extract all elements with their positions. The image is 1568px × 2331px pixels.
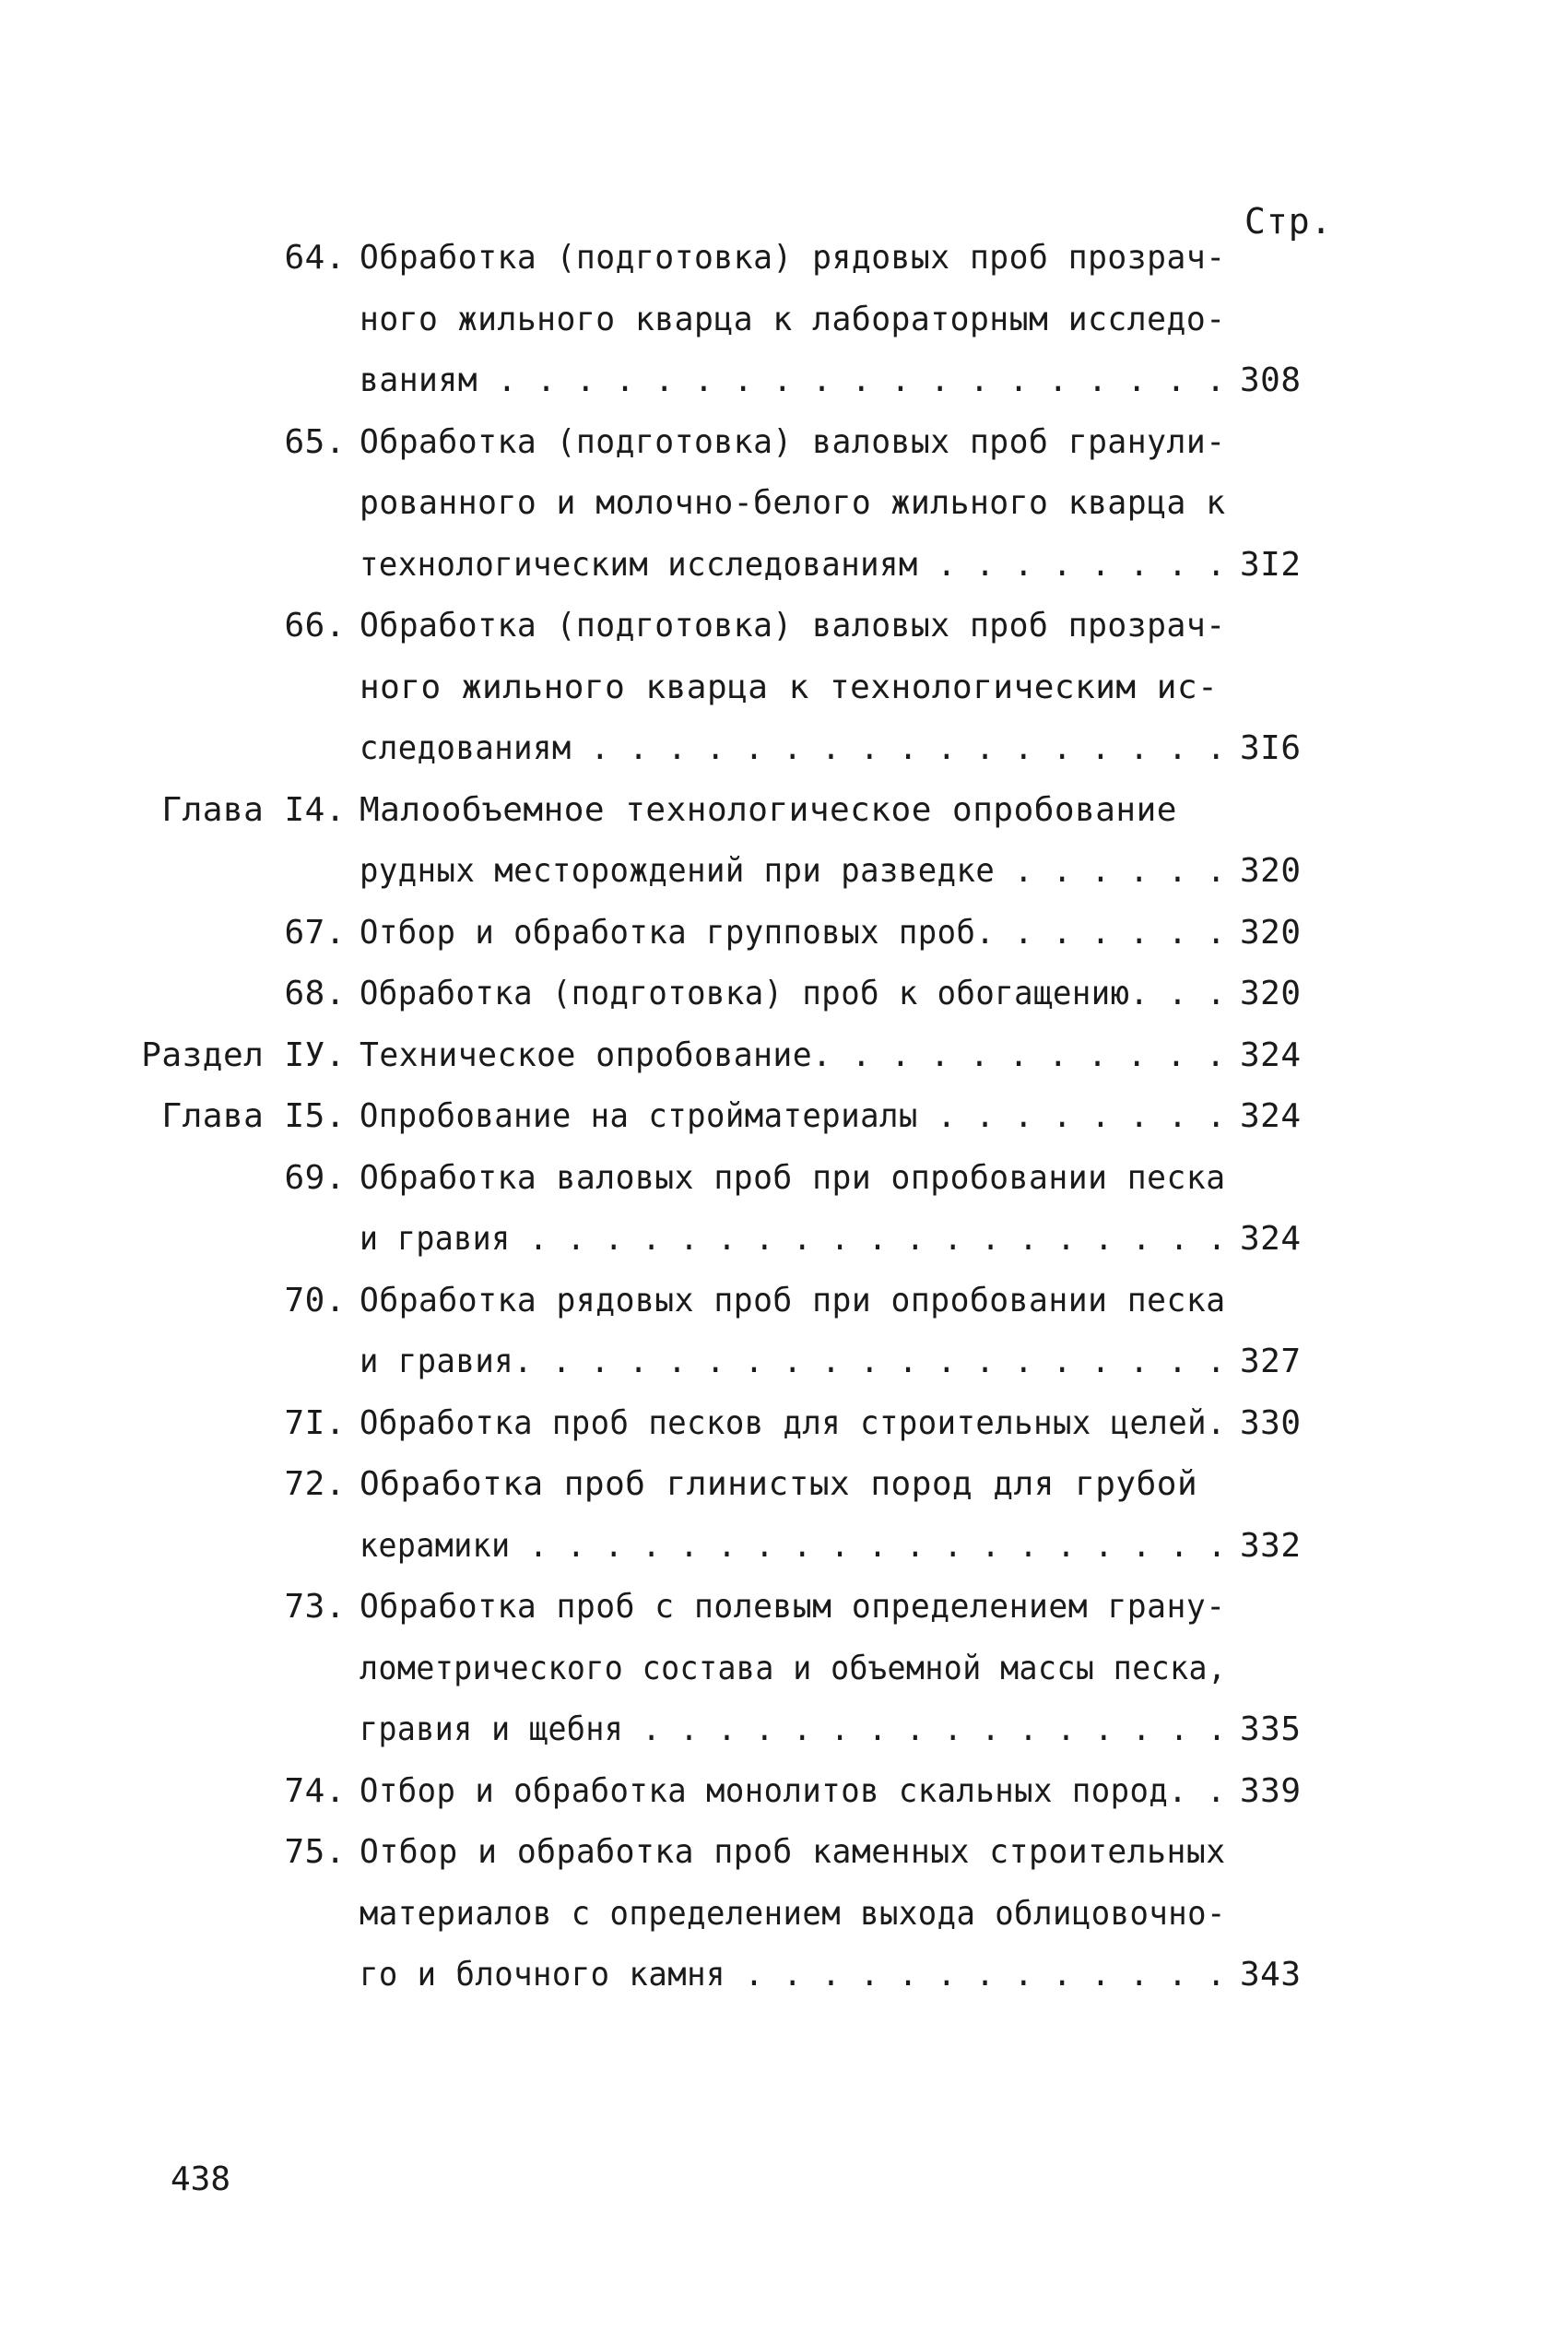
toc-entry-number: 75.	[284, 1833, 346, 1871]
toc-entry-page: 330	[1240, 1403, 1302, 1442]
toc-entry-number: 70.	[284, 1281, 346, 1319]
toc-entry-text: ного жильного кварца к лабораторным исследо-	[360, 300, 1226, 338]
toc-entry-page: 327	[1240, 1343, 1302, 1380]
toc-entry-number: 65.	[284, 422, 346, 461]
toc-entry-page: 343	[1240, 1956, 1302, 1994]
toc-entry-text: следованиям . . . . . . . . . . . . . . . . .	[360, 729, 1226, 767]
toc-entry-text: Обработка проб с полевым определением грану-	[360, 1588, 1226, 1626]
toc-entry-text: и гравия. . . . . . . . . . . . . . . . . . .	[360, 1343, 1226, 1380]
toc-entry-text: материалов с определением выхода облицовочно-	[360, 1894, 1226, 1933]
toc-entry-text: гравия и щебня . . . . . . . . . . . . . . . .	[360, 1710, 1227, 1748]
toc-entry-text: Обработка (подготовка) валовых проб гранули-	[360, 422, 1226, 461]
toc-entry-number: Раздел IУ.	[141, 1035, 346, 1074]
toc-entry-text: го и блочного камня . . . . . . . . . . . . .	[360, 1956, 1226, 1994]
toc-entry-text: Обработка (подготовка) проб к обогащению. . .	[360, 975, 1226, 1012]
toc-entry-number: 7I.	[284, 1403, 346, 1442]
toc-entry-number: 69.	[284, 1158, 346, 1197]
toc-entry-text: Обработка рядовых проб при опробовании песка	[360, 1281, 1226, 1319]
page-column-header: Стр.	[1244, 201, 1333, 242]
toc-entry-text: ного жильного кварца к технологическим ис-	[360, 668, 1219, 706]
toc-entry-text: Отбор и обработка групповых проб. . . . . . .	[360, 913, 1226, 952]
toc-entry-text: Отбор и обработка проб каменных строительных	[360, 1833, 1226, 1871]
toc-entry-page: 320	[1240, 852, 1302, 890]
toc-entry-text: Отбор и обработка монолитов скальных пород. .	[360, 1771, 1226, 1810]
toc-entry-page: 324	[1240, 1220, 1302, 1258]
toc-entry-page: 320	[1240, 913, 1302, 952]
toc-entry-text: Опробование на стройматериалы . . . . . . . .	[360, 1097, 1226, 1135]
toc-entry-number: Глава I5.	[161, 1097, 346, 1135]
toc-entry-text: Техническое опробование. . . . . . . . . . .	[360, 1035, 1226, 1074]
toc-entry-number: Глава I4.	[161, 790, 346, 829]
toc-entry-text: рованного и молочно-белого жильного кварца к	[360, 484, 1226, 522]
toc-entry-number: 68.	[284, 975, 346, 1012]
toc-entry-page: 335	[1240, 1710, 1302, 1748]
toc-entry-page: 324	[1240, 1097, 1302, 1135]
toc-entry-number: 67.	[284, 913, 346, 952]
toc-entry-page: 332	[1240, 1526, 1302, 1565]
toc-entry-text: ваниям . . . . . . . . . . . . . . . . . . .	[360, 361, 1226, 399]
toc-entry-text: Обработка проб глинистых пород для грубой	[360, 1465, 1198, 1503]
toc-entry-text: Обработка валовых проб при опробовании песка	[360, 1158, 1226, 1197]
toc-entry-number: 66.	[284, 607, 346, 645]
toc-entry-page: 3I6	[1240, 729, 1302, 767]
toc-entry-number: 64.	[284, 239, 346, 277]
toc-entry-text: Малообъемное технологическое опробование	[360, 790, 1177, 829]
toc-entry-text: технологическим исследованиям . . . . . . . .	[360, 545, 1226, 584]
toc-entry-text: лометрического состава и объемной массы песка,	[360, 1649, 1227, 1687]
toc-entry-page: 308	[1240, 361, 1302, 399]
toc-entry-number: 72.	[284, 1465, 346, 1503]
toc-entry-page: 3I2	[1240, 545, 1302, 584]
toc-entry-text: и гравия . . . . . . . . . . . . . . . . . . .	[360, 1220, 1227, 1258]
toc-entry-text: Обработка (подготовка) валовых проб прозрач-	[360, 607, 1226, 645]
toc-entry-number: 74.	[284, 1771, 346, 1810]
toc-entry-text: Обработка проб песков для строительных целей.	[360, 1403, 1226, 1442]
toc-entry-number: 73.	[284, 1588, 346, 1626]
page-number: 438	[171, 2160, 231, 2198]
toc-entry-page: 324	[1240, 1035, 1302, 1074]
toc-entry-page: 320	[1240, 975, 1302, 1012]
toc-entry-text: керамики . . . . . . . . . . . . . . . . . . .	[360, 1526, 1227, 1565]
toc-entry-text: рудных месторождений при разведке . . . . . .	[360, 852, 1226, 890]
toc-entry-text: Обработка (подготовка) рядовых проб прозрач-	[360, 239, 1226, 277]
toc-entry-page: 339	[1240, 1771, 1302, 1810]
